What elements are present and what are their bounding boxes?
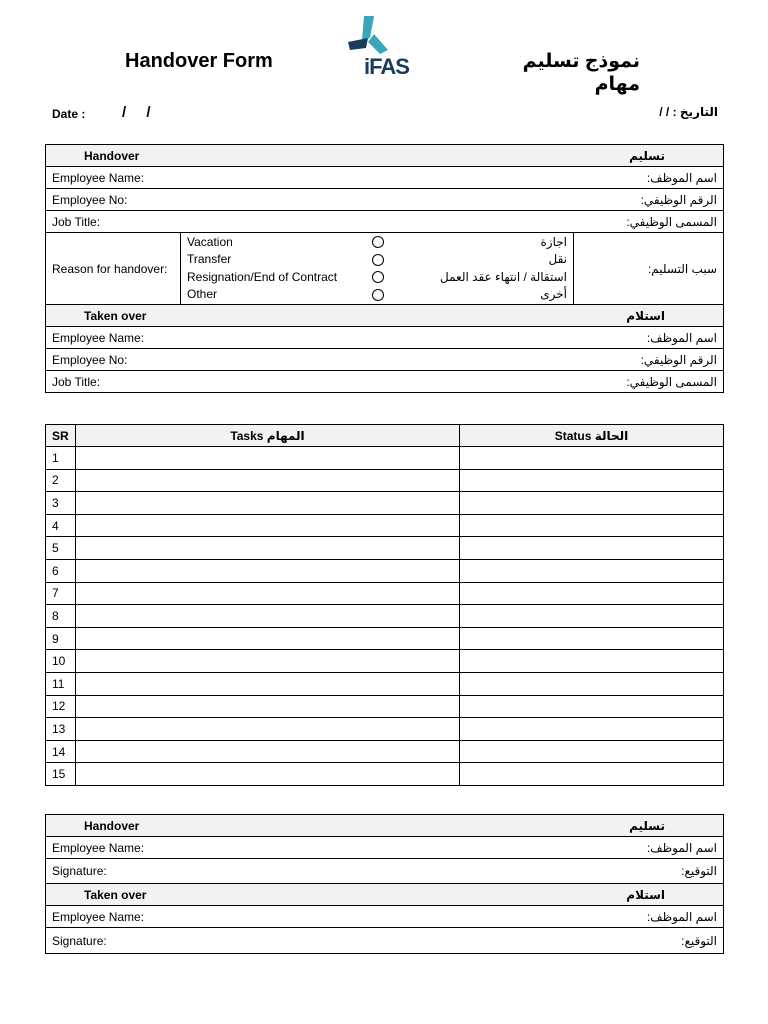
- status-cell[interactable]: [460, 627, 724, 650]
- status-cell[interactable]: [460, 740, 724, 763]
- table-row: [46, 605, 724, 628]
- field-label-ar: التوقيع:: [681, 933, 717, 948]
- handover-title-en: Handover: [84, 148, 140, 163]
- taken-over-job-title-field[interactable]: [46, 371, 724, 393]
- sig-handover-name-field[interactable]: [46, 837, 724, 859]
- task-sr: 15: [46, 763, 76, 786]
- taken-over-employee-no-field[interactable]: [46, 349, 724, 371]
- status-cell[interactable]: [460, 605, 724, 628]
- task-sr: 11: [46, 672, 76, 695]
- field-label-en: Employee Name:: [52, 909, 145, 924]
- sig-handover-signature-field[interactable]: [46, 859, 724, 884]
- field-label-ar: التوقيع:: [681, 864, 717, 878]
- option-resignation-ar: استقالة / انتهاء عقد العمل: [440, 269, 567, 284]
- col-status: Status الحالة: [460, 425, 724, 447]
- signature-table: [45, 814, 724, 954]
- field-label-en: Signature:: [52, 864, 107, 878]
- task-cell[interactable]: [76, 492, 460, 515]
- field-label-ar: الرقم الوظيفي:: [640, 192, 717, 207]
- task-cell[interactable]: [76, 582, 460, 605]
- table-row: [46, 672, 724, 695]
- field-label-en: Employee Name:: [52, 330, 145, 345]
- table-row: [46, 740, 724, 763]
- status-cell[interactable]: [460, 650, 724, 673]
- task-sr: 6: [46, 559, 76, 582]
- status-cell[interactable]: [460, 718, 724, 741]
- option-other-ar: أخرى: [540, 287, 567, 301]
- employee-info-table: [45, 144, 724, 393]
- reason-label-ar: سبب التسليم:: [574, 233, 724, 305]
- other-radio[interactable]: [372, 289, 384, 301]
- task-sr: 14: [46, 740, 76, 763]
- field-label-en: Employee No:: [52, 192, 128, 207]
- resignation-radio[interactable]: [372, 271, 384, 283]
- table-row: [46, 627, 724, 650]
- status-cell[interactable]: [460, 559, 724, 582]
- task-cell[interactable]: [76, 695, 460, 718]
- task-sr: 10: [46, 650, 76, 673]
- handover-employee-name-field[interactable]: [46, 167, 724, 189]
- taken-over-employee-name-field[interactable]: [46, 327, 724, 349]
- logo-text: iFAS: [364, 54, 409, 79]
- table-row: [46, 447, 724, 470]
- status-cell[interactable]: [460, 582, 724, 605]
- task-sr: 4: [46, 514, 76, 537]
- field-label-en: Job Title:: [52, 214, 101, 229]
- field-label-ar: اسم الموظف:: [646, 909, 717, 924]
- task-cell[interactable]: [76, 650, 460, 673]
- task-sr: 13: [46, 718, 76, 741]
- col-sr: SR: [46, 425, 76, 447]
- status-cell[interactable]: [460, 514, 724, 537]
- task-sr: 3: [46, 492, 76, 515]
- status-cell[interactable]: [460, 447, 724, 470]
- option-vacation: Vacation: [187, 234, 233, 249]
- sig-taken-signature-field[interactable]: [46, 928, 724, 954]
- task-cell[interactable]: [76, 514, 460, 537]
- field-label-en: Signature:: [52, 933, 107, 948]
- option-other: Other: [187, 287, 218, 301]
- task-sr: 9: [46, 627, 76, 650]
- field-label-ar: الرقم الوظيفي:: [640, 352, 717, 367]
- task-sr: 8: [46, 605, 76, 628]
- taken-over-title-en: Taken over: [84, 308, 147, 323]
- table-row: [46, 537, 724, 560]
- task-sr: 5: [46, 537, 76, 560]
- handover-employee-no-field[interactable]: [46, 189, 724, 211]
- task-cell[interactable]: [76, 627, 460, 650]
- status-cell[interactable]: [460, 672, 724, 695]
- task-cell[interactable]: [76, 718, 460, 741]
- option-resignation: Resignation/End of Contract: [187, 269, 338, 284]
- table-row: [46, 650, 724, 673]
- date-label-en: Date :: [52, 107, 86, 121]
- task-cell[interactable]: [76, 672, 460, 695]
- status-cell[interactable]: [460, 469, 724, 492]
- field-label-ar: المسمى الوظيفي:: [626, 374, 717, 389]
- field-label-en: Job Title:: [52, 374, 101, 389]
- handover-job-title-field[interactable]: [46, 211, 724, 233]
- task-cell[interactable]: [76, 537, 460, 560]
- taken-over-title-ar: استلام: [626, 308, 665, 323]
- reason-options-en: [187, 234, 357, 304]
- sig-taken-name-field[interactable]: [46, 906, 724, 928]
- sig-taken-title-en: Taken over: [84, 887, 147, 902]
- sig-handover-title-en: Handover: [84, 818, 140, 833]
- tasks-table: [45, 424, 724, 786]
- field-label-en: Employee Name:: [52, 170, 145, 185]
- table-row: [46, 514, 724, 537]
- col-tasks: Tasks المهام: [76, 425, 460, 447]
- handover-title-ar: تسليم: [629, 148, 665, 163]
- form-title-ar: نموذج تسليم مهام: [522, 51, 640, 95]
- task-sr: 2: [46, 469, 76, 492]
- table-row: [46, 718, 724, 741]
- task-sr: 1: [46, 447, 76, 470]
- field-label-ar: اسم الموظف:: [646, 170, 717, 185]
- task-cell[interactable]: [76, 763, 460, 786]
- sig-taken-title-ar: استلام: [626, 887, 665, 902]
- task-sr: 7: [46, 582, 76, 605]
- field-label-ar: اسم الموظف:: [646, 330, 717, 345]
- task-cell[interactable]: [76, 447, 460, 470]
- field-label-ar: المسمى الوظيفي:: [626, 214, 717, 229]
- task-cell[interactable]: [76, 559, 460, 582]
- status-cell[interactable]: [460, 492, 724, 515]
- table-row: [46, 469, 724, 492]
- form-title-en: Handover Form: [125, 50, 273, 72]
- field-label-en: Employee Name:: [52, 840, 145, 855]
- table-row: [46, 695, 724, 718]
- ifas-logo: [344, 14, 420, 84]
- option-transfer-ar: نقل: [548, 252, 567, 266]
- sig-handover-title-ar: تسليم: [629, 818, 665, 833]
- table-row: [46, 492, 724, 515]
- reason-label-en: Reason for handover:: [46, 233, 181, 305]
- option-vacation-ar: اجازة: [540, 234, 567, 249]
- task-sr: 12: [46, 695, 76, 718]
- status-cell[interactable]: [460, 763, 724, 786]
- vacation-radio[interactable]: [372, 236, 384, 248]
- reason-options-ar: [393, 234, 573, 304]
- field-label-ar: اسم الموظف:: [646, 840, 717, 855]
- table-row: [46, 559, 724, 582]
- table-row: [46, 582, 724, 605]
- status-cell[interactable]: [460, 695, 724, 718]
- task-cell[interactable]: [76, 469, 460, 492]
- date-slashes: / /: [122, 104, 151, 121]
- table-row: [46, 763, 724, 786]
- date-label-ar: التاريخ : / /: [659, 105, 718, 119]
- option-transfer: Transfer: [187, 252, 232, 266]
- task-cell[interactable]: [76, 740, 460, 763]
- task-cell[interactable]: [76, 605, 460, 628]
- field-label-en: Employee No:: [52, 352, 128, 367]
- transfer-radio[interactable]: [372, 254, 384, 266]
- status-cell[interactable]: [460, 537, 724, 560]
